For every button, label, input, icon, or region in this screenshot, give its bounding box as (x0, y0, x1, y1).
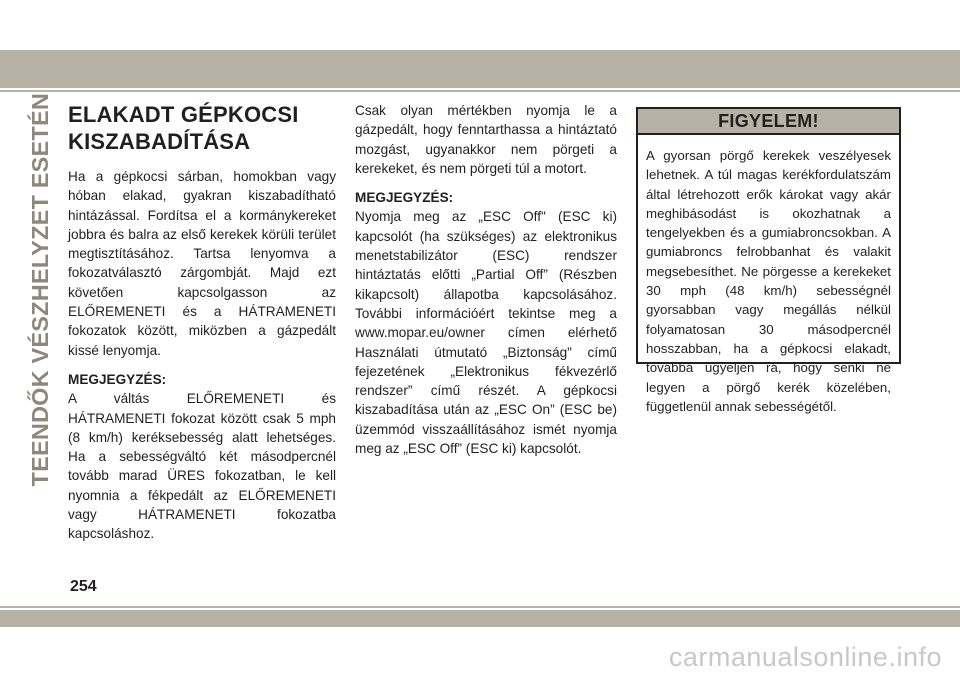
note1-text: A váltás ELŐREMENETI és HÁTRAMENETI fokozat között csak 5 mph (8 km/h) keréksebesség alatt lehetséges. Ha a sebességváltó két másodpercnél tovább marad ÜRES fokozatban, le kell nyomnia a fékpedált az ELŐREMENETI vagy HÁTRAMENETI fokozatba kapcsoláshoz. (68, 391, 336, 542)
note2-text: Nyomja meg az „ESC Off" (ESC ki) kapcsolót (ha szükséges) az elektronikus menetstabilizátor (ESC) rendszer hintáztatás előtti „Partial Off” (Részben kikapcsolt) állapotba kapcsolásához. További információért tekintse meg a www.mopar.eu/owner címen elérhető Használati útmutató „Biztonság” című fejezetének „Elektronikus fékvezérlő rendszer” című részét. A gépkocsi kiszabadítása után az „ESC On” (ESC be) üzemmód visszaállításához ismét nyomja meg az „ESC Off” (ESC ki) kapcsolót. (355, 209, 617, 457)
watermark: carmanualsonline.info (668, 642, 942, 672)
column-left (68, 101, 336, 544)
header-rule (0, 90, 960, 92)
intro-paragraph: Ha a gépkocsi sárban, homokban vagy hóban elakad, gyakran kiszabadítható hintázással. Fordítsa el a kormánykereket jobbra és balra az első kerekek körüli terület megtisztításához. Tartsa lenyomva a fokozatválasztó zárgombját. Majd ezt követően kapcsolgasson az ELŐREMENETI és a HÁTRAMENETI fokozatok között, miközben a gázpedált kissé lenyomja. (68, 169, 336, 358)
warning-text: A gyorsan pörgő kerekek veszélyesek lehetnek. A túl magas kerékfordulatszám által létrehozott erők károkat vagy akár meghibásodást is okozhatnak a tengelyekben és a gumiabroncsokban. A gumiabroncs felrobbanhat és valakit megsebesíthet. Ne pörgesse a kerekeket 30 mph (48 km/h) sebességnél gyorsabban vagy megállás nélkül folyamatosan 30 másodpercnél hosszabban, ha a gépkocsi elakadt, továbbá ügyeljen rá, hogy senki ne legyen a pörgő kerék közelében, függetlenül annak sebességétől. (646, 148, 891, 414)
note2-label: MEGJEGYZÉS: (355, 190, 454, 206)
section-heading (68, 101, 336, 155)
header-band (0, 50, 960, 88)
continuation-paragraph: Csak olyan mértékben nyomja le a gázpedált, hogy fenntarthassa a hintáztató mozgást, ugyanakkor nem pörgeti a kerekeket, és nem pörgeti túl a motort. (355, 103, 617, 176)
footer-band (0, 610, 960, 627)
warning-box (636, 107, 901, 414)
warning-title: FIGYELEM! (638, 109, 899, 135)
page-number: 254 (70, 578, 97, 595)
note1-label: MEGJEGYZÉS: (68, 371, 167, 387)
chapter-side-title-text: TEENDŐK VÉSZHELYZET ESETÉN (26, 93, 53, 487)
footer-rule (0, 606, 960, 608)
chapter-side-title (20, 93, 60, 487)
section-heading-line1: ELAKADT GÉPKOCSI (68, 102, 299, 127)
column-middle (355, 101, 617, 458)
section-heading-line2: KISZABADÍTÁSA (68, 129, 251, 154)
